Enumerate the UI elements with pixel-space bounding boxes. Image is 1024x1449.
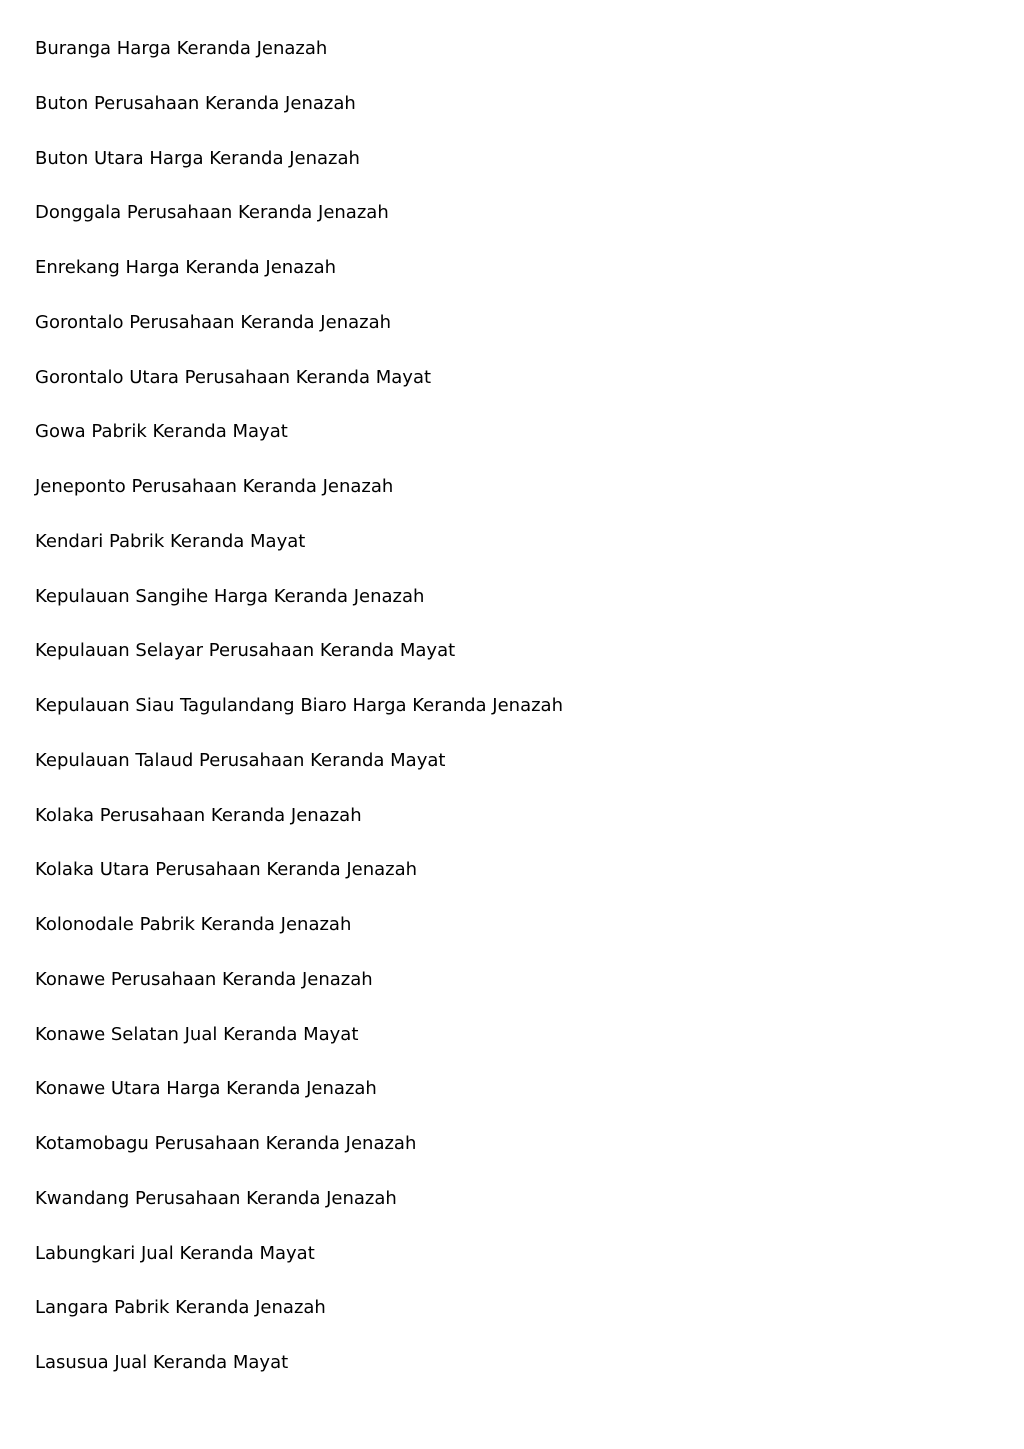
list-item: Labungkari Jual Keranda Mayat [35, 1242, 315, 1264]
list-item: Buton Perusahaan Keranda Jenazah [35, 92, 356, 114]
list-item: Gorontalo Utara Perusahaan Keranda Mayat [35, 366, 432, 388]
list-item: Kepulauan Selayar Perusahaan Keranda Mayat [35, 640, 456, 662]
list-item: Donggala Perusahaan Keranda Jenazah [35, 202, 389, 224]
list-item: Gorontalo Perusahaan Keranda Jenazah [35, 311, 392, 333]
list-item: Lasusua Jual Keranda Mayat [35, 1352, 289, 1373]
list-item: Gowa Pabrik Keranda Mayat [35, 421, 288, 443]
list-item: Jeneponto Perusahaan Keranda Jenazah [35, 476, 394, 497]
list-item: Konawe Perusahaan Keranda Jenazah [35, 968, 373, 990]
list-item: Langara Pabrik Keranda Jenazah [35, 1297, 326, 1319]
list-item: Kepulauan Sangihe Harga Keranda Jenazah [35, 585, 425, 607]
list-item: Buton Utara Harga Keranda Jenazah [35, 147, 360, 169]
list-item: Kolonodale Pabrik Keranda Jenazah [35, 914, 352, 935]
keyword-list [35, 34, 563, 1403]
list-item: Enrekang Harga Keranda Jenazah [35, 257, 337, 278]
list-item: Kolaka Perusahaan Keranda Jenazah [35, 804, 362, 826]
list-item: Kolaka Utara Perusahaan Keranda Jenazah [35, 859, 418, 881]
list-item: Kepulauan Talaud Perusahaan Keranda Mayat [35, 749, 446, 771]
list-item: Kwandang Perusahaan Keranda Jenazah [35, 1187, 397, 1209]
list-item: Kepulauan Siau Tagulandang Biaro Harga Keranda Jenazah [35, 695, 563, 716]
list-item: Buranga Harga Keranda Jenazah [35, 38, 328, 59]
list-item: Kotamobagu Perusahaan Keranda Jenazah [35, 1133, 417, 1154]
list-item: Konawe Utara Harga Keranda Jenazah [35, 1078, 377, 1100]
list-item: Kendari Pabrik Keranda Mayat [35, 530, 306, 552]
list-item: Konawe Selatan Jual Keranda Mayat [35, 1023, 359, 1045]
